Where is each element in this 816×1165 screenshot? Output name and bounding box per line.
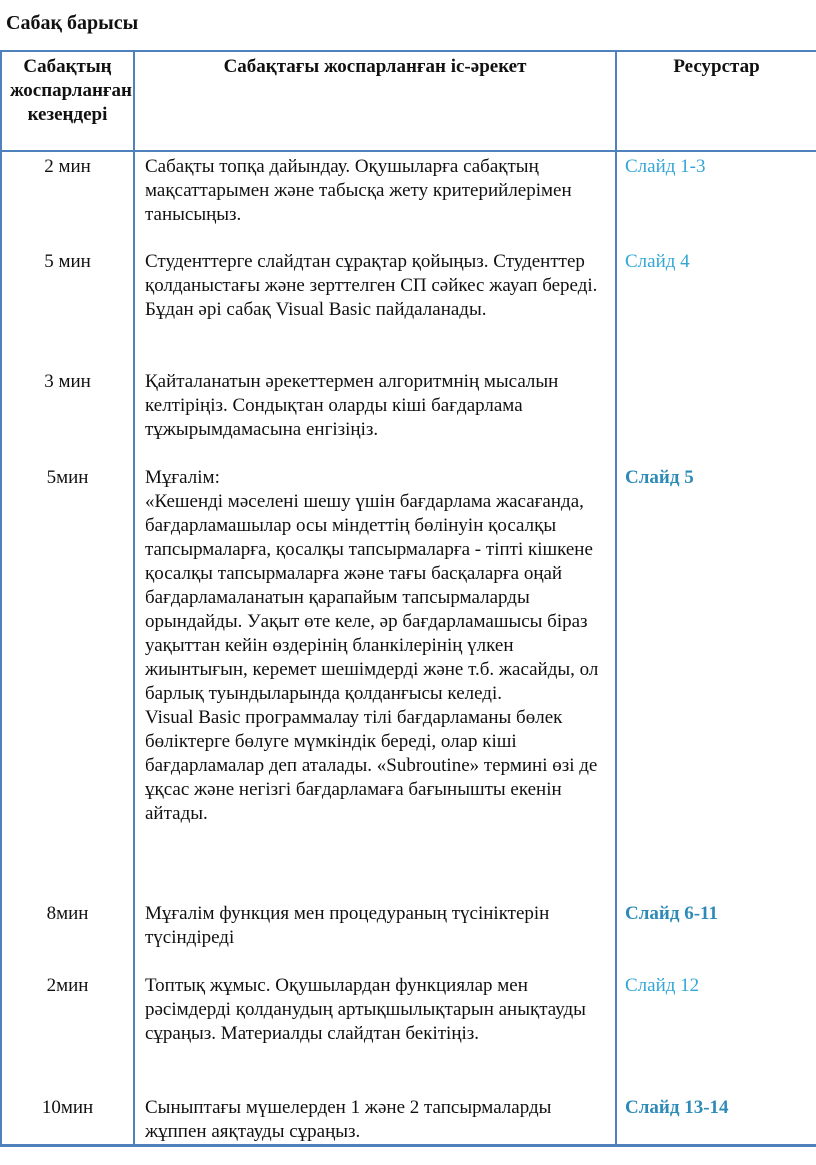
table-row (1, 463, 816, 899)
table-row (1, 367, 816, 463)
section-title: Сабақ барысы (6, 12, 139, 34)
time-cell: 2 мин (1, 151, 134, 247)
resource-link[interactable]: Слайд 1-3 (616, 151, 816, 247)
table-row (1, 899, 816, 971)
table-row (1, 971, 816, 1093)
resource-link[interactable]: Слайд 4 (616, 247, 816, 367)
time-cell: 3 мин (1, 367, 134, 463)
activity-cell: Мұғалім: «Кешенді мәселені шешу үшін бағдарлама жасағанда, бағдарламашылар осы міндеттің бөлінуін қосалқы тапсырмаларға, қосалқы тапсырмаларға - тіпті кішкене қосалқы тапсырмаларға және тағы басқаларға оңай бағдарламаланатын қарапайым тапсырмаларды орындайды. Уақыт өте келе, әр бағдарламашысы біраз уақыттан кейін өздерінің бланкілерінің үлкен жиынтығын, керемет шешімдерді және т.б. жасайды, ол барлық туындыларында қолданғысы келеді. Visual Basic программалау тілі бағдарламаны бөлек бөліктерге бөлуге мүмкіндік береді, олар кіші бағдарламалар деп аталады. «Subroutine» термині өзі де ұқсас және негізгі бағдарламаға бағынышты екенін айтады. (134, 463, 616, 899)
resource-cell (616, 367, 816, 463)
activity-cell: Қайталанатын әрекеттермен алгоритмнің мысалын келтіріңіз. Сондықтан оларды кіші бағдарлама тұжырымдамасына енгізіңіз. (134, 367, 616, 463)
resource-link[interactable]: Слайд 13-14 (616, 1093, 816, 1146)
time-cell: 2мин (1, 971, 134, 1093)
resource-link[interactable]: Слайд 12 (616, 971, 816, 1093)
time-cell: 8мин (1, 899, 134, 971)
lesson-plan-table (0, 50, 816, 1147)
activity-cell: Топтық жұмыс. Оқушылардан функциялар мен рәсімдерді қолданудың артықшылықтарын анықтауды сұраңыз. Материалды слайдтан бекітіңіз. (134, 971, 616, 1093)
activity-cell: Сыныптағы мүшелерден 1 және 2 тапсырмаларды жұппен аяқтауды сұраңыз. (134, 1093, 616, 1146)
activity-cell: Мұғалім функция мен процедураның түсініктерін түсіндіреді (134, 899, 616, 971)
resource-link[interactable]: Слайд 6-11 (616, 899, 816, 971)
activity-cell: Студенттерге слайдтан сұрақтар қойыңыз. Студенттер қолданыстағы және зерттелген СП сәйкес жауап береді. Бұдан әрі сабақ Visual Basic пайдаланады. (134, 247, 616, 367)
table-row (1, 1093, 816, 1146)
header-stages: Сабақтың жоспарланған кезеңдері (1, 51, 134, 151)
header-activity: Сабақтағы жоспарланған іс-әрекет (134, 51, 616, 151)
table-row (1, 151, 816, 247)
time-cell: 5 мин (1, 247, 134, 367)
time-cell: 10мин (1, 1093, 134, 1146)
resource-link[interactable]: Слайд 5 (616, 463, 816, 899)
table-header-row (1, 51, 816, 151)
time-cell: 5мин (1, 463, 134, 899)
header-resources: Ресурстар (616, 51, 816, 151)
table-row (1, 247, 816, 367)
activity-cell: Сабақты топқа дайындау. Оқушыларға сабақтың мақсаттарымен және табысқа жету критерийлерімен танысыңыз. (134, 151, 616, 247)
